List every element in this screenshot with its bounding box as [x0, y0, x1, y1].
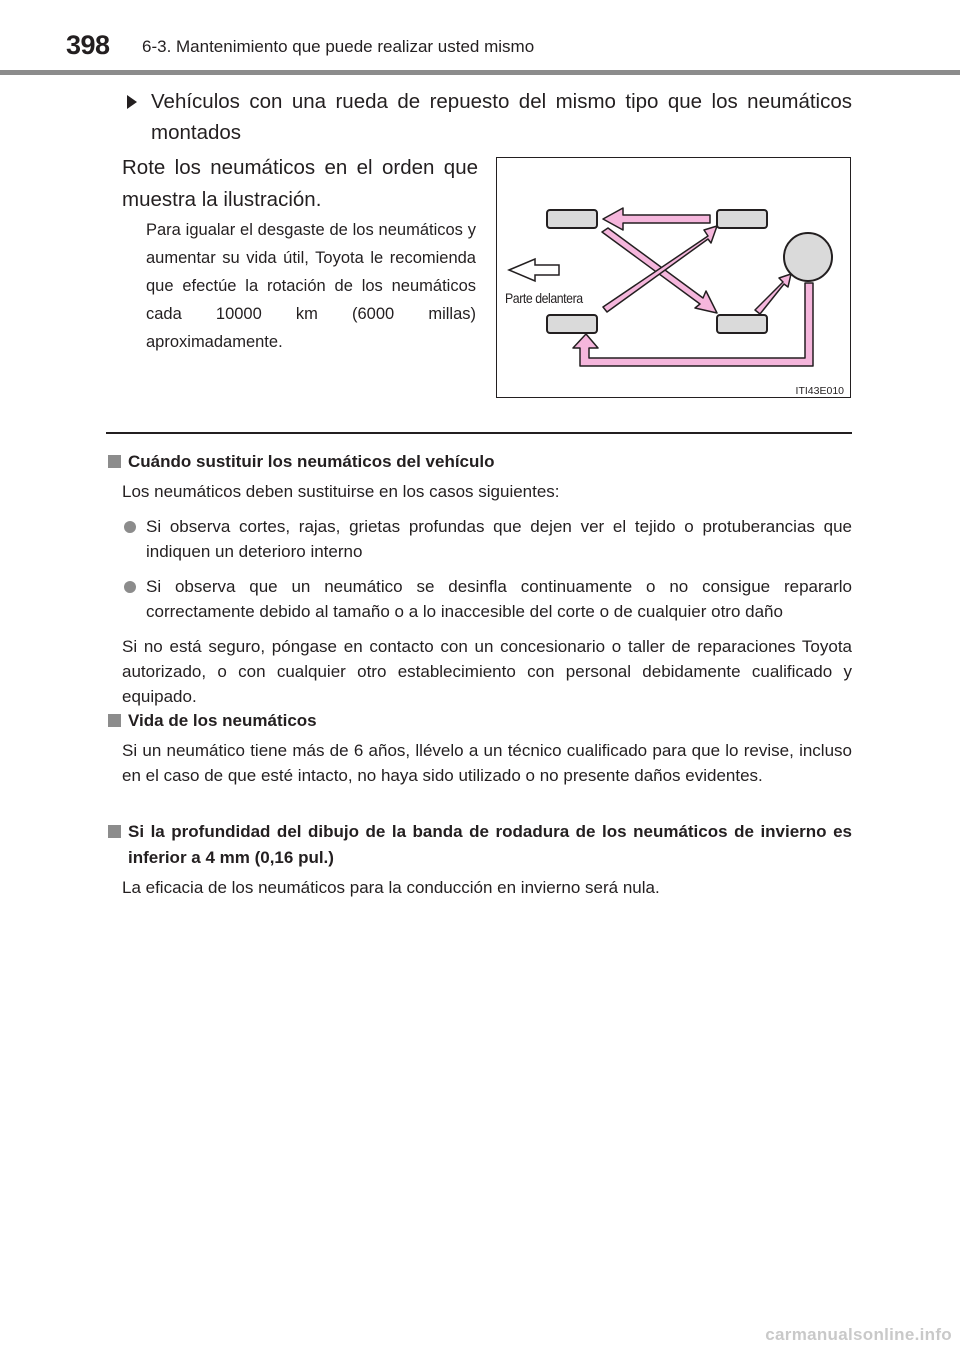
front-label: Parte delantera	[505, 290, 583, 306]
section-title: Cuándo sustituir los neumáticos del vehículo	[108, 449, 852, 475]
square-bullet-icon	[108, 714, 121, 727]
section-divider	[106, 432, 852, 434]
section-body: Los neumáticos deben sustituirse en los casos siguientes:	[122, 482, 560, 501]
section-title: Vida de los neumáticos	[108, 708, 852, 734]
front-direction-arrow	[509, 259, 559, 281]
subheading-text: Vehículos con una rueda de repuesto del mismo tipo que los neumáticos montados	[151, 90, 852, 144]
figure-code: ITI43E010	[795, 385, 844, 397]
section-when-replace	[108, 449, 852, 709]
header-rule	[0, 70, 960, 75]
section-tire-life	[108, 708, 852, 788]
section-body: Si un neumático tiene más de 6 años, llévelo a un técnico cualificado para que lo revise, incluso en el caso de que esté intacto, no haya sido utilizado o no presente daños evidentes.	[122, 741, 852, 785]
circle-bullet-icon	[124, 581, 136, 593]
triangle-bullet-icon	[127, 95, 137, 109]
list-item: Si observa cortes, rajas, grietas profundas que dejen ver el tejido o protuberancias que indiquen un deterioro interno	[108, 514, 852, 564]
page-number: 398	[66, 30, 110, 60]
rotation-arrow-top	[603, 208, 710, 230]
subheading	[128, 86, 852, 148]
chapter-title: 6-3. Mantenimiento que puede realizar usted mismo	[142, 37, 535, 56]
section-winter-tread	[108, 819, 852, 900]
list-item: Si observa que un neumático se desinfla continuamente o no consigue repararlo correctamente debido al tamaño o a lo inaccesible del corte o de cualquier otro daño	[108, 574, 852, 624]
intro-text: Rote los neumáticos en el orden que muestra la ilustración.	[122, 156, 478, 211]
tire-rear-left	[717, 210, 767, 228]
rotation-arrow-to-spare	[755, 274, 791, 314]
page-header	[0, 0, 960, 72]
tire-front-right	[547, 315, 597, 333]
tire-front-left	[547, 210, 597, 228]
tire-rear-right	[717, 315, 767, 333]
circle-bullet-icon	[124, 521, 136, 533]
section-title: Si la profundidad del dibujo de la banda de rodadura de los neumáticos de invierno es inferior a 4 mm (0,16 pul.)	[108, 819, 852, 871]
square-bullet-icon	[108, 825, 121, 838]
intro-note: Para igualar el desgaste de los neumáticos y aumentar su vida útil, Toyota le recomienda que efectúe la rotación de los neumáticos cada 10000 km (6000 millas) aproximadamente.	[146, 221, 476, 351]
tire-rotation-figure	[496, 157, 851, 398]
section-after-text: Si no está seguro, póngase en contacto con un concesionario o taller de reparaciones Toyota autorizado, o con cualquier otro establecimiento con personal debidamente cualificado y equipado.	[122, 637, 852, 706]
square-bullet-icon	[108, 455, 121, 468]
tire-rotation-diagram	[497, 158, 852, 399]
watermark: carmanualsonline.info	[765, 1325, 952, 1344]
section-body: La eficacia de los neumáticos para la conducción en invierno será nula.	[122, 878, 660, 897]
